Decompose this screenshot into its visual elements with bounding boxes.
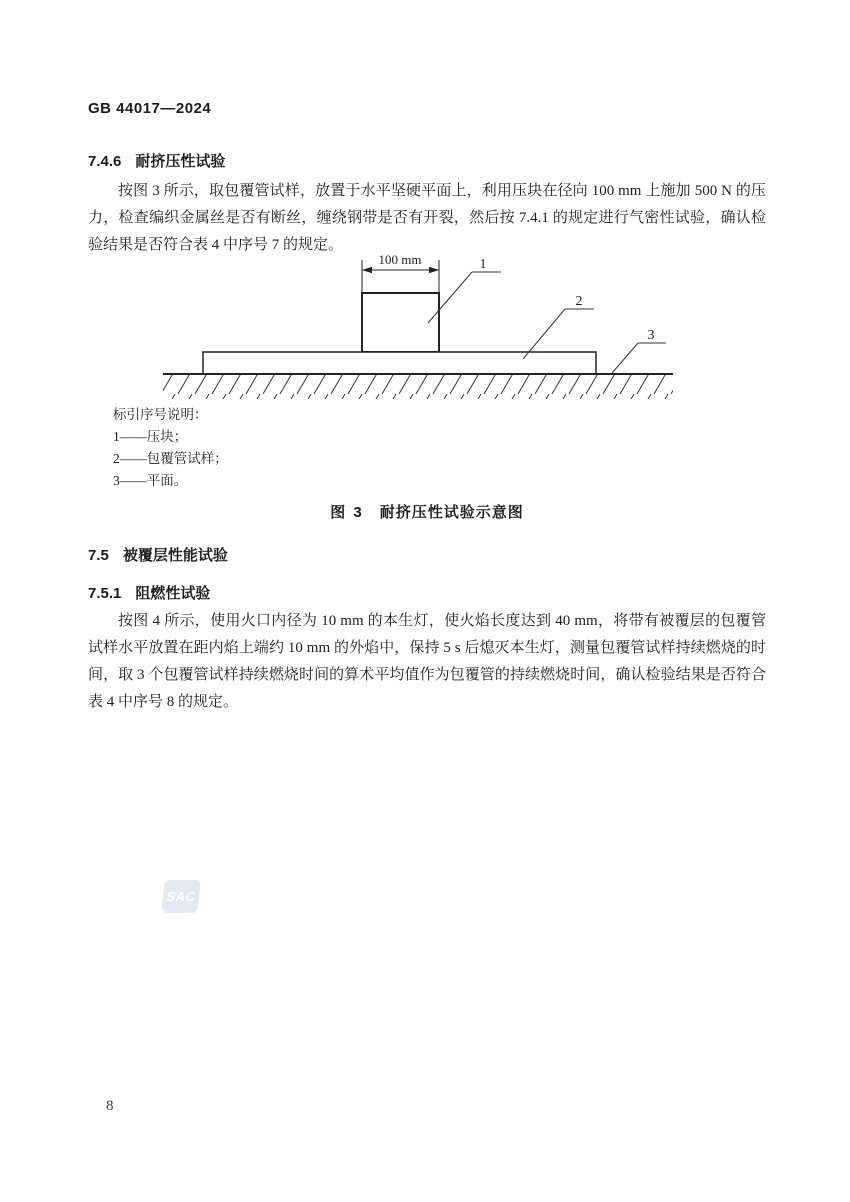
section-number: 7.4.6: [88, 153, 122, 170]
legend-item-3: 3——平面。: [113, 473, 188, 488]
figure3-legend: [113, 404, 228, 492]
dimension-100mm: [362, 252, 439, 293]
ground-hatching: [163, 375, 673, 399]
press-block: [362, 293, 439, 352]
legend-item-2: 2——包覆管试样；: [113, 451, 228, 466]
section-title: 耐挤压性试验: [135, 153, 226, 170]
legend-title: 标引序号说明：: [113, 407, 208, 422]
callout-1-label: 1: [479, 257, 487, 272]
dimension-label: 100 mm: [378, 252, 422, 267]
figure-caption-number: 图 3: [330, 504, 364, 521]
callout-2-label: 2: [575, 294, 583, 309]
callout-3: [612, 328, 666, 373]
standard-number: GB 44017—2024: [88, 100, 212, 117]
section-title: 阻燃性试验: [135, 585, 211, 602]
section-title: 被覆层性能试验: [122, 547, 228, 564]
legend-item-1: 1——压块；: [113, 429, 188, 444]
watermark-text: SAC: [165, 889, 197, 904]
section-heading-746: [88, 150, 225, 171]
figure3-diagram: [160, 250, 680, 405]
section-heading-751: [88, 582, 210, 603]
section-heading-75: [88, 544, 228, 565]
figure3-caption: [88, 501, 766, 522]
callout-2: [523, 294, 594, 359]
section-number: 7.5.1: [88, 585, 122, 602]
figure-caption-title: 耐挤压性试验示意图: [379, 504, 524, 521]
paragraph-746: 按图 3 所示，取包覆管试样，放置于水平坚硬平面上，利用压块在径向 100 mm 上施加 500 N 的压力，检查编织金属丝是否有断丝，缠绕钢带是否有开裂，然后按 7.4.1 的规定进行气密性试验，确认检验结果是否符合表 4 中序号 7 的规定。: [88, 183, 766, 253]
section-number: 7.5: [88, 547, 109, 564]
page-number: 8: [106, 1098, 114, 1114]
paragraph-751: 按图 4 所示，使用火口内径为 10 mm 的本生灯，使火焰长度达到 40 mm，将带有被覆层的包覆管试样水平放置在距内焰上端约 10 mm 的外焰中，保持 5 s 后熄灭本生灯，测量包覆管试样持续燃烧的时间，取 3 个包覆管试样持续燃烧时间的算术平均值作为包覆管的持续燃烧时间，确认检验结果是否符合表 4 中序号 8 的规定。: [88, 613, 766, 710]
callout-3-label: 3: [647, 328, 655, 343]
sac-watermark-logo: [161, 880, 200, 913]
tube-sample: [203, 352, 596, 374]
